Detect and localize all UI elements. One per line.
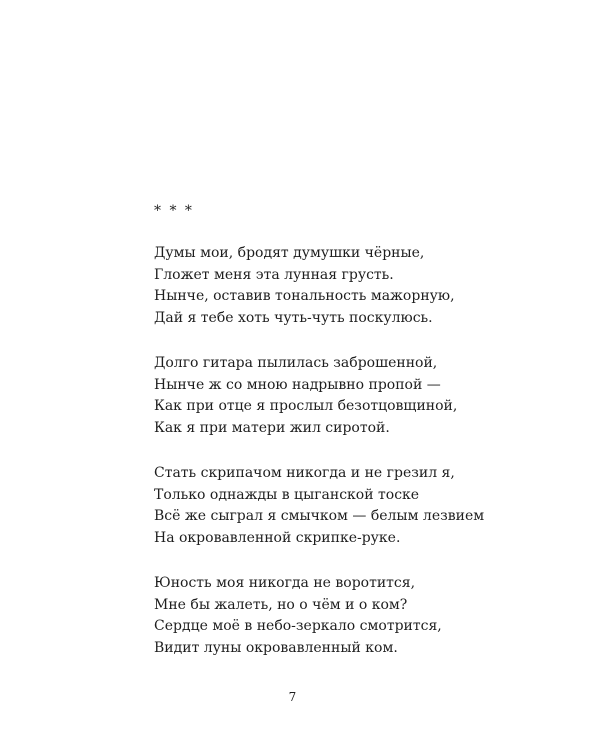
poem-line: Мне бы жалеть, но о чём и о ком? xyxy=(154,596,408,613)
poem-line: Долго гитара пылилась заброшенной, xyxy=(154,355,438,371)
poem-line: Гложет меня эта лунная грусть. xyxy=(154,266,394,283)
poem-line: Нынче, оставив тональность мажорную, xyxy=(154,288,455,304)
poem-body xyxy=(154,243,554,683)
poem-line: Всё же сыграл я смычком — белым лезвием xyxy=(154,508,485,524)
poem-title: * * * xyxy=(154,203,194,219)
stanza-2 xyxy=(154,353,554,439)
poem-line: Только однажды в цыганской тоске xyxy=(154,486,420,503)
poem-line: Как при отце я прослыл безотцовщиной, xyxy=(154,398,458,414)
stanza-3 xyxy=(154,463,554,549)
poem-line: Дай я тебе хоть чуть-чуть поскулюсь. xyxy=(154,309,433,326)
poem-line: Видит луны окровавленный ком. xyxy=(154,639,398,656)
poem-line: На окровавленной скрипке-руке. xyxy=(154,529,401,546)
poem-line: Юность моя никогда не воротится, xyxy=(154,575,416,591)
poem-line: Как я при матери жил сиротой. xyxy=(154,419,390,436)
poem-line: Стать скрипачом никогда и не грезил я, xyxy=(154,465,455,481)
poem-line: Нынче ж со мною надрывно пропой — xyxy=(154,376,441,393)
stanza-1 xyxy=(154,243,554,329)
poem-line: Сердце моё в небо-зеркало смотрится, xyxy=(154,618,442,634)
poem-line: Думы мои, бродят думушки чёрные, xyxy=(154,245,425,261)
stanza-4 xyxy=(154,573,554,659)
page-number: 7 xyxy=(288,690,297,704)
